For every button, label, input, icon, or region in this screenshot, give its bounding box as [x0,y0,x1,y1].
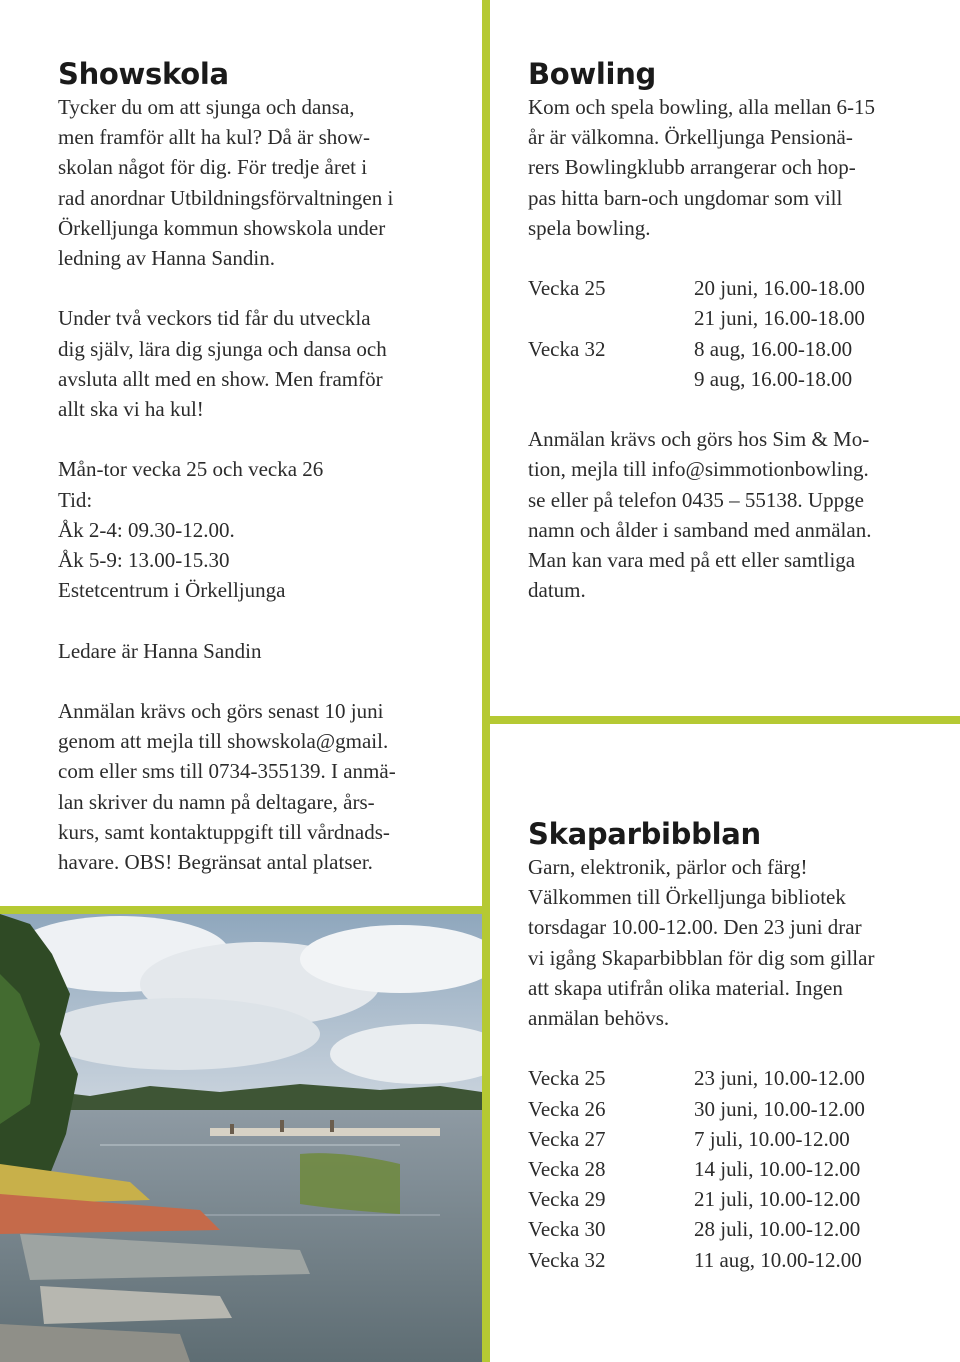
schedule-week: Vecka 32 [528,336,606,361]
text-line: kurs, samt kontaktuppgift till vårdnads- [58,819,390,844]
text-line: Åk 5-9: 13.00-15.30 [58,548,230,573]
bowling-registration [528,424,938,605]
text-line: skolan något för dig. För tredje året i [58,155,368,180]
schedule-row [528,1245,938,1275]
skaparbibblan-title: Skaparbibblan [528,817,761,851]
schedule-date: 14 juli, 10.00-12.00 [694,1156,861,1181]
schedule-date: 7 juli, 10.00-12.00 [694,1126,850,1151]
schedule-week: Vecka 25 [528,1066,606,1091]
text-line: rad anordnar Utbildningsförvaltningen i [58,185,394,210]
vertical-divider [482,0,490,1362]
schedule-week: Vecka 29 [528,1187,606,1212]
showskola-description [58,303,468,424]
text-line: Örkelljunga kommun showskola under [58,215,386,240]
text-line: ledning av Hanna Sandin. [58,246,275,271]
text-line: Kom och spela bowling, alla mellan 6-15 [528,95,876,119]
schedule-row [528,303,938,333]
schedule-row [528,1154,938,1184]
schedule-row [528,364,938,394]
schedule-date: 28 juli, 10.00-12.00 [694,1217,861,1242]
showskola-registration [58,696,468,877]
bowling-intro [528,92,938,243]
text-line: men framför allt ha kul? Då är show- [58,125,370,150]
schedule-date: 21 juni, 16.00-18.00 [694,306,865,331]
text-line: att skapa utifrån olika material. Ingen [528,975,843,1000]
showskola-times [58,454,468,605]
skaparbibblan-schedule [528,1063,938,1274]
text-line: torsdagar 10.00-12.00. Den 23 juni drar [528,915,862,940]
text-line: anmälan behövs. [528,1006,670,1031]
bowling-section [528,56,938,605]
text-line: Välkommen till Örkelljunga bibliotek [528,885,846,910]
schedule-date: 20 juni, 16.00-18.00 [694,276,865,301]
text-line: vi igång Skaparbibblan för dig som gillar [528,945,875,970]
text-line: Mån-tor vecka 25 och vecka 26 [58,457,324,482]
schedule-week: Vecka 28 [528,1156,606,1181]
text-line: Åk 2-4: 09.30-12.00. [58,517,235,542]
text-line: Estetcentrum i Örkelljunga [58,578,286,603]
text-line: avsluta allt med en show. Men framför [58,366,383,391]
text-line: år är välkomna. Örkelljunga Pensionä- [528,125,853,150]
horizontal-divider-right [482,716,960,724]
schedule-week: Vecka 26 [528,1096,606,1121]
schedule-week: Vecka 30 [528,1217,606,1242]
schedule-date: 9 aug, 16.00-18.00 [694,366,853,391]
text-line: Anmälan krävs och görs hos Sim & Mo- [528,427,870,452]
text-line: Under två veckors tid får du utveckla [58,306,371,331]
schedule-date: 30 juni, 10.00-12.00 [694,1096,865,1121]
text-line: genom att mejla till showskola@gmail. [58,729,389,754]
schedule-week: Vecka 25 [528,276,606,301]
skaparbibblan-section [528,816,938,1275]
schedule-week: Vecka 27 [528,1126,606,1151]
text-line: Garn, elektronik, pärlor och färg! [528,855,808,879]
schedule-date: 23 juni, 10.00-12.00 [694,1066,865,1091]
text-line: com eller sms till 0734-355139. I anmä- [58,759,396,784]
schedule-row [528,1094,938,1124]
schedule-row [528,1184,938,1214]
text-line: Anmälan krävs och görs senast 10 juni [58,699,384,723]
showskola-intro [58,92,468,273]
lake-photo [0,914,482,1362]
schedule-row [528,1214,938,1244]
text-line: rers Bowlingklubb arrangerar och hop- [528,155,856,180]
schedule-date: 21 juli, 10.00-12.00 [694,1187,861,1212]
schedule-week: Vecka 32 [528,1247,606,1272]
schedule-week [528,303,694,333]
text-line: namn och ålder i samband med anmälan. [528,517,872,542]
schedule-row [528,1063,938,1093]
schedule-week [528,364,694,394]
showskola-title: Showskola [58,57,229,91]
schedule-row [528,334,938,364]
bowling-schedule [528,273,938,394]
skaparbibblan-intro [528,852,938,1033]
text-line: lan skriver du namn på deltagare, års- [58,789,375,814]
text-line: Tid: [58,487,93,512]
schedule-row [528,273,938,303]
text-line: havare. OBS! Begränsat antal platser. [58,850,373,875]
text-line: allt ska vi ha kul! [58,397,204,422]
bowling-title: Bowling [528,57,657,91]
schedule-row [528,1124,938,1154]
text-line: dig själv, lära dig sjunga och dansa och [58,336,387,361]
text-line: datum. [528,578,586,603]
text-line: tion, mejla till info@simmotionbowling. [528,457,869,482]
horizontal-divider-left [0,906,490,914]
text-line: spela bowling. [528,215,651,240]
text-line: se eller på telefon 0435 – 55138. Uppge [528,487,864,512]
text-line: pas hitta barn-och ungdomar som vill [528,185,843,210]
schedule-date: 11 aug, 10.00-12.00 [694,1247,862,1272]
text-line: Man kan vara med på ett eller samtliga [528,547,856,572]
text-line: Tycker du om att sjunga och dansa, [58,95,355,119]
showskola-leader: Ledare är Hanna Sandin [58,638,262,663]
schedule-date: 8 aug, 16.00-18.00 [694,336,853,361]
showskola-section [58,56,468,877]
